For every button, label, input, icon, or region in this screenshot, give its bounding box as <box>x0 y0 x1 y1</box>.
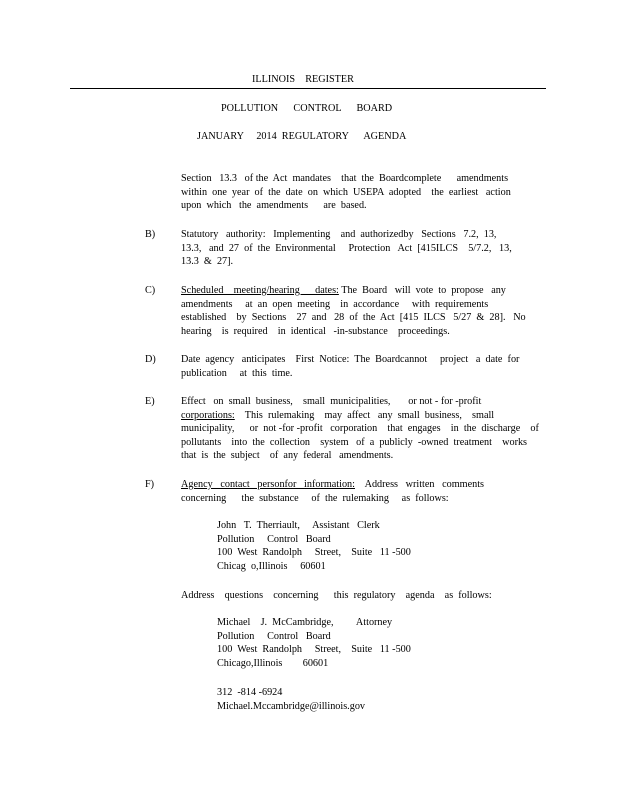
address-line: Michael J. McCambridge, Attorney <box>217 617 393 628</box>
intro-line: upon which the amendments are based. <box>181 200 367 212</box>
section-line: municipality, or not -for -profit corporation that engages in the discharge of <box>181 423 539 435</box>
section-c-text <box>181 284 541 338</box>
phone-email-block <box>217 686 365 713</box>
email-address: Michael.Mccambridge@illinois.gov <box>217 700 366 712</box>
address-line: Chicago,Illinois 60601 <box>217 657 329 669</box>
section-line: 13.3 & 27]. <box>181 256 234 268</box>
register-title: ILLINOIS REGISTER <box>252 74 354 85</box>
section-d-label: D) <box>145 354 156 365</box>
board-title: POLLUTION CONTROL BOARD <box>221 103 393 114</box>
section-line: that is the subject of any federal amendments. <box>181 450 394 462</box>
section-line <box>181 478 541 492</box>
section-line: hearing is required in identical -in-substance proceedings. <box>181 325 450 337</box>
section-line: amendments at an open meeting in accordance with requirements <box>181 298 489 310</box>
intro-line: Section 13.3 of the Act mandates that the Boardcomplete amendments <box>181 173 509 184</box>
section-line: established by Sections 27 and 28 of the Act [415 ILCS 5/27 & 28]. No <box>181 312 526 324</box>
section-e-text <box>181 395 541 463</box>
address-line: 100 West Randolph Street, Suite 11 -500 <box>217 547 411 559</box>
agenda-title: JANUARY 2014 REGULATORY AGENDA <box>197 131 407 142</box>
attorney-contact-block <box>217 616 411 670</box>
clerk-contact-block <box>217 519 411 573</box>
section-d-text <box>181 353 541 380</box>
section-line: Date agency anticipates First Notice: The Boardcannot project a date for <box>181 354 520 365</box>
header-rule <box>70 88 546 89</box>
phone-number: 312 -814 -6924 <box>217 687 283 698</box>
address-line: John T. Therriault, Assistant Clerk <box>217 520 380 531</box>
address-line: Pollution Control Board <box>217 533 331 545</box>
intro-paragraph <box>181 172 541 213</box>
intro-line: within one year of the date on which USEPA adopted the earliest action <box>181 186 511 198</box>
section-f-heading: Agency contact personfor information: <box>181 479 355 490</box>
section-c-heading: Scheduled meeting/hearing dates: <box>181 285 339 296</box>
section-e-label: E) <box>145 396 155 407</box>
section-f-label: F) <box>145 479 155 490</box>
section-e-line2-rest: This rulemaking may affect any small business, small <box>234 409 495 421</box>
section-line: Effect on small business, small municipalities, or not - for -profit <box>181 396 482 407</box>
section-line <box>181 284 541 298</box>
section-c-label: C) <box>145 285 156 296</box>
section-line: 13.3, and 27 of the Environmental Protection Act [415ILCS 5/7.2, 13, <box>181 242 512 254</box>
questions-line <box>181 589 541 603</box>
section-f-text <box>181 478 541 505</box>
section-e-heading: corporations: <box>181 409 235 421</box>
section-line: publication at this time. <box>181 367 293 379</box>
section-b-label: B) <box>145 229 156 240</box>
address-line: 100 West Randolph Street, Suite 11 -500 <box>217 644 411 656</box>
section-line <box>181 409 541 423</box>
section-line: Address questions concerning this regulatory agenda as follows: <box>181 590 492 601</box>
section-line: Statutory authority: Implementing and authorizedby Sections 7.2, 13, <box>181 229 497 240</box>
address-line: Pollution Control Board <box>217 630 331 642</box>
section-line: concerning the substance of the rulemaking as follows: <box>181 492 449 504</box>
section-b-text <box>181 228 541 269</box>
address-line: Chicag o,Illinois 60601 <box>217 560 326 572</box>
section-f-line1-rest: Address written comments <box>354 479 485 490</box>
section-line: pollutants into the collection system of a publicly -owned treatment works <box>181 436 528 448</box>
section-c-line1-rest: The Board will vote to propose any <box>338 285 506 296</box>
